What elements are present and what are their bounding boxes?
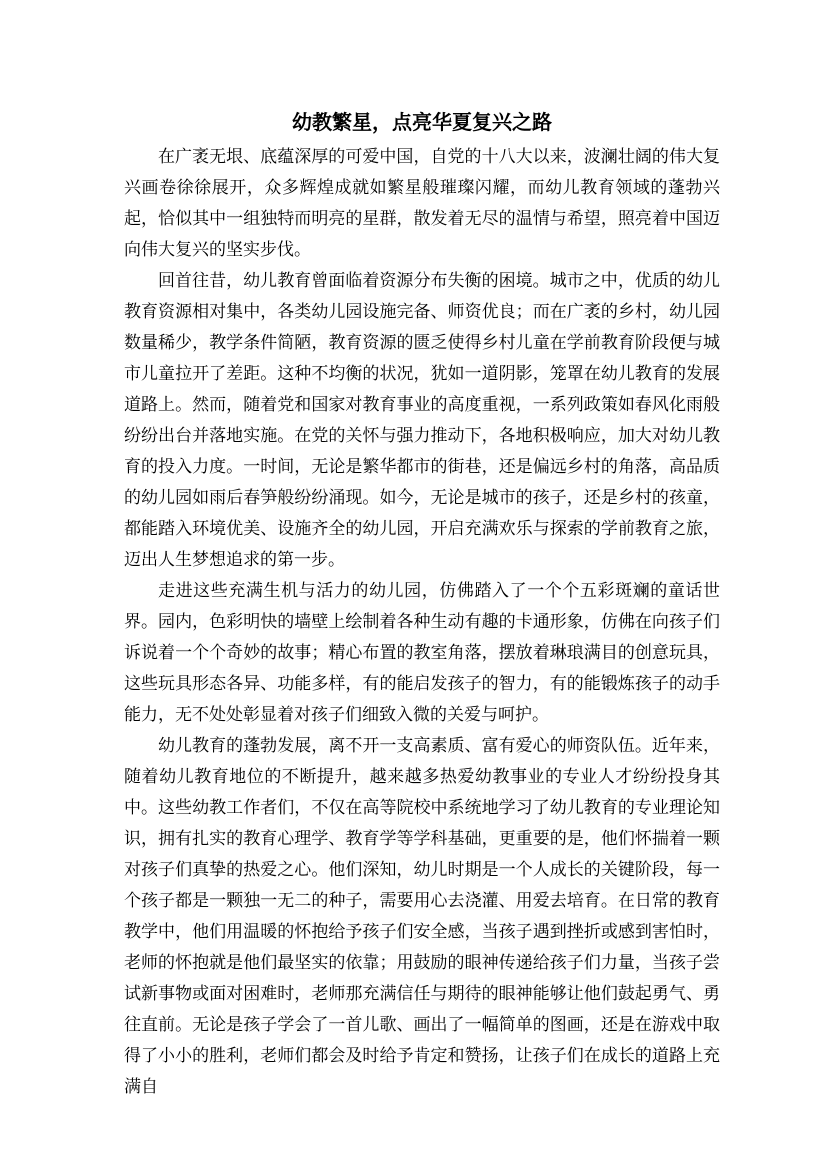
paragraph-1: 在广袤无垠、底蕴深厚的可爱中国，自党的十八大以来，波澜壮阔的伟大复兴画卷徐徐展开，众多辉煌成就如繁星般璀璨闪耀，而幼儿教育领域的蓬勃兴起，恰似其中一组独特而明亮的星群，散发着无尽的温情与希望，照亮着中国迈向伟大复兴的坚实步伐。 [124, 147, 720, 260]
paragraph-3: 走进这些充满生机与活力的幼儿园，仿佛踏入了一个个五彩斑斓的童话世界。园内，色彩明快的墙壁上绘制着各种生动有趣的卡通形象，仿佛在向孩子们诉说着一个个奇妙的故事；精心布置的教室角落，摆放着琳琅满目的创意玩具，这些玩具形态各异、功能多样，有的能启发孩子的智力，有的能锻炼孩子的动手能力，无不处处彰显着对孩子们细致入微的关爱与呵护。 [124, 581, 720, 725]
paragraph-4: 幼儿教育的蓬勃发展，离不开一支高素质、富有爱心的师资队伍。近年来，随着幼儿教育地位的不断提升，越来越多热爱幼教事业的专业人才纷纷投身其中。这些幼教工作者们，不仅在高等院校中系统地学习了幼儿教育的专业理论知识，拥有扎实的教育心理学、教育学等学科基础，更重要的是，他们怀揣着一颗对孩子们真挚的热爱之心。他们深知，幼儿时期是一个人成长的关键阶段，每一个孩子都是一颗独一无二的种子，需要用心去浇灌、用爱去培育。在日常的教育教学中，他们用温暖的怀抱给予孩子们安全感，当孩子遇到挫折或感到害怕时，老师的怀抱就是他们最坚实的依靠；用鼓励的眼神传递给孩子们力量，当孩子尝试新事物或面对困难时，老师那充满信任与期待的眼神能够让他们鼓起勇气、勇往直前。无论是孩子学会了一首儿歌、画出了一幅简单的图画，还是在游戏中取得了小小的胜利，老师们都会及时给予肯定和赞扬，让孩子们在成长的道路上充满自 [124, 736, 720, 1097]
document-title: 幼教繁星，点亮华夏复兴之路 [292, 110, 552, 134]
paragraph-2: 回首往昔，幼儿教育曾面临着资源分布失衡的困境。城市之中，优质的幼儿教育资源相对集中，各类幼儿园设施完备、师资优良；而在广袤的乡村，幼儿园数量稀少，教学条件简陋，教育资源的匮乏使得乡村儿童在学前教育阶段便与城市儿童拉开了差距。这种不均衡的状况，犹如一道阴影，笼罩在幼儿教育的发展道路上。然而，随着党和国家对教育事业的高度重视，一系列政策如春风化雨般纷纷出台并落地实施。在党的关怀与强力推动下，各地积极响应，加大对幼儿教育的投入力度。一时间，无论是繁华都市的街巷，还是偏远乡村的角落，高品质的幼儿园如雨后春笋般纷纷涌现。如今，无论是城市的孩子，还是乡村的孩童，都能踏入环境优美、设施齐全的幼儿园，开启充满欢乐与探索的学前教育之旅，迈出人生梦想追求的第一步。 [124, 271, 720, 570]
document-body [124, 104, 720, 1103]
